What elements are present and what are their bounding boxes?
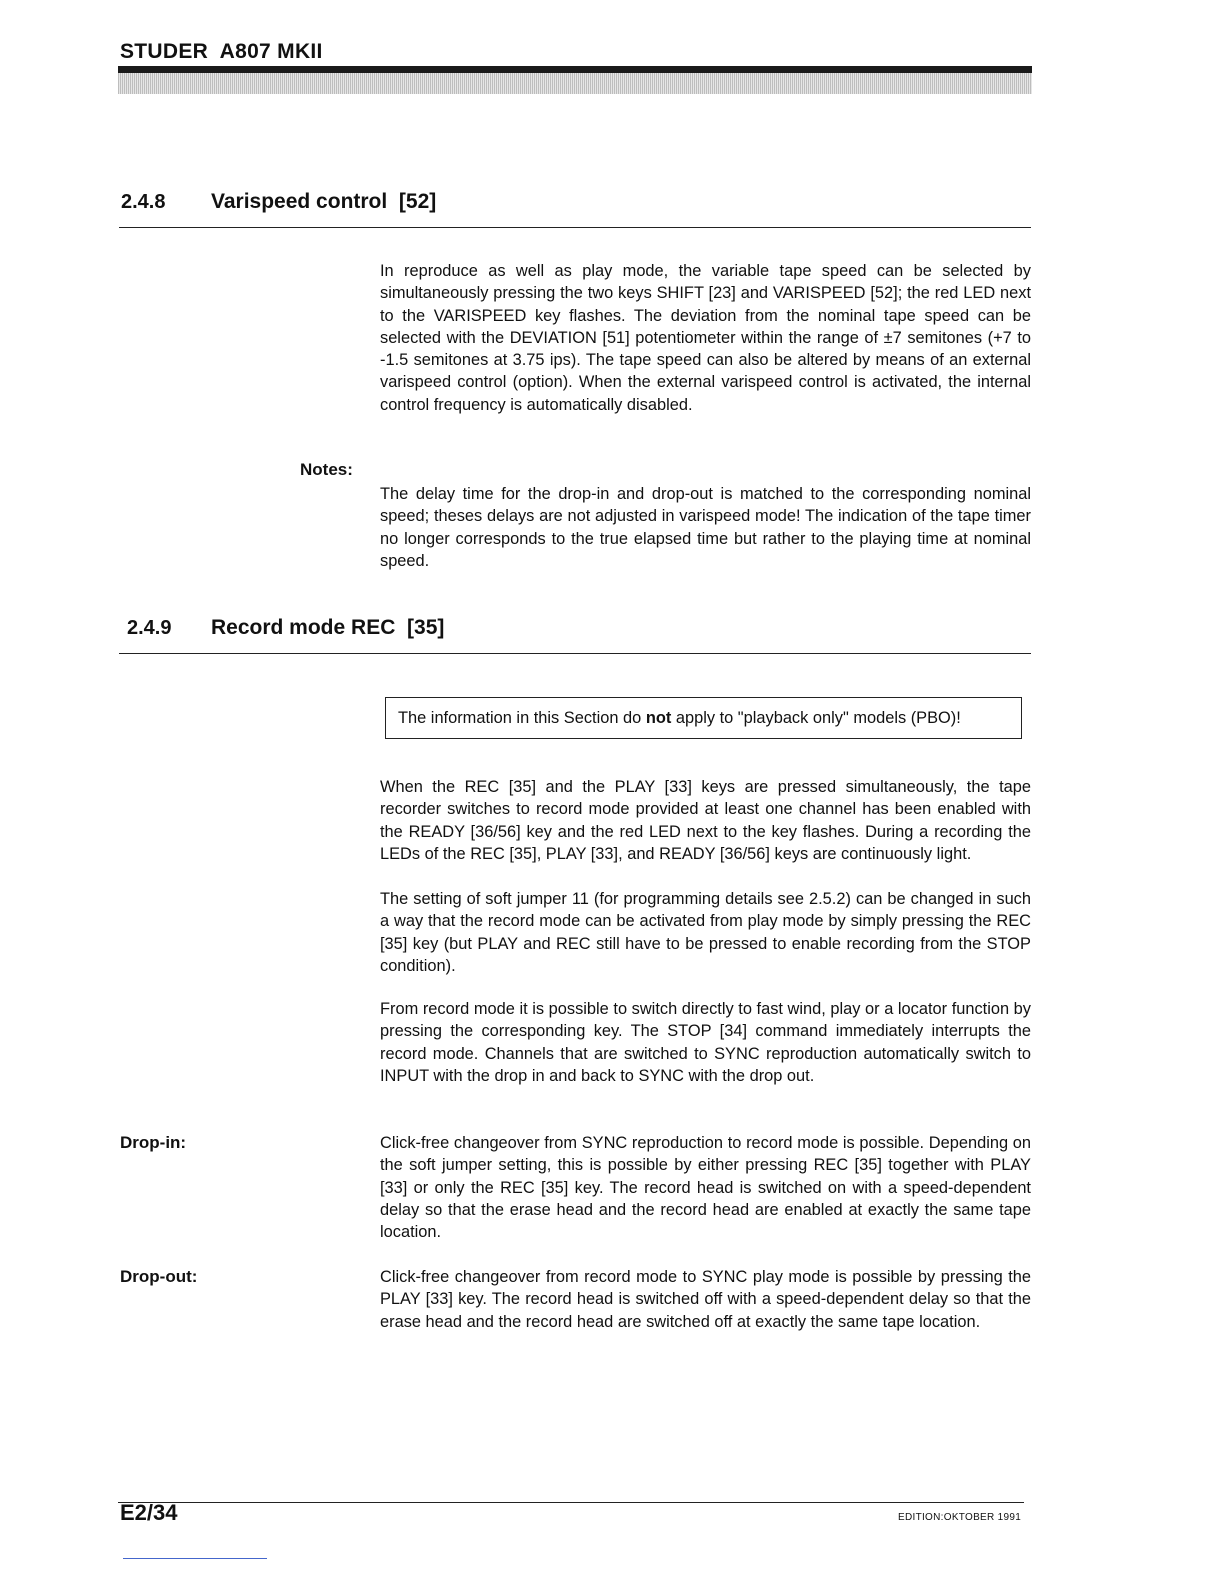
drop-out-paragraph: Click-free changeover from record mode to SYNC play mode is possible by pressing the PLAY [33] key. The record head is switched off with a speed-dependent delay so that the erase head and the record head are switched off at exactly the same tape location. xyxy=(380,1268,1031,1331)
edition-label: EDITION:OKTOBER 1991 xyxy=(898,1512,1022,1523)
section-rule xyxy=(119,653,1031,654)
page-number: E2/34 xyxy=(120,1500,178,1525)
notes-label: Notes: xyxy=(300,460,353,479)
notes-paragraph: The delay time for the drop-in and drop-out is matched to the corresponding nominal speed; theses delays are not adjusted in varispeed mode! The indication of the tape timer no longer corresponds to the true elapsed time but rather to the playing time at nominal speed. xyxy=(380,485,1031,570)
section-title: Record mode REC [35] xyxy=(211,616,445,639)
section-number: 2.4.8 xyxy=(121,191,166,213)
section-rule xyxy=(119,227,1031,228)
footer-rule xyxy=(118,1502,1024,1503)
section-title: Varispeed control [52] xyxy=(211,190,437,213)
drop-in-paragraph: Click-free changeover from SYNC reproduction to record mode is possible. Depending on the soft jumper setting, this is possible by either pressing REC [35] together with PLAY [33] or only the REC [35] key. The record head is switched on with a speed-dependent delay so that the erase head and the record head are enabled at exactly the same tape location. xyxy=(380,1134,1031,1242)
record-switch-paragraph: From record mode it is possible to switch directly to fast wind, play or a locator function by pressing the corresponding key. The STOP [34] command immediately interrupts the record mode. Channels that are switched to SYNC reproduction automatically switch to INPUT with the drop in and back to SYNC with the drop out. xyxy=(380,1000,1031,1085)
scan-artifact-line xyxy=(123,1558,267,1559)
drop-out-label: Drop-out: xyxy=(120,1267,198,1286)
section-number: 2.4.9 xyxy=(127,617,172,639)
drop-in-label: Drop-in: xyxy=(120,1133,187,1152)
notice-text-end: apply to "playback only" models (PBO)! xyxy=(671,709,961,727)
pbo-notice-box xyxy=(385,697,1022,739)
notice-text: The information in this Section do xyxy=(398,709,646,727)
record-mode-paragraph: When the REC [35] and the PLAY [33] keys are pressed simultaneously, the tape recorder switches to record mode provided at least one channel has been enabled with the READY [36/56] key and the red LED next to the key flashes. During a recording the LEDs of the REC [35], PLAY [33], and READY [36/56] keys are continuously light. xyxy=(380,778,1031,863)
notice-emphasis: not xyxy=(645,709,672,727)
header-bar-rule xyxy=(118,66,1032,73)
soft-jumper-paragraph: The setting of soft jumper 11 (for programming details see 2.5.2) can be changed in such a way that the record mode can be activated from play mode by simply pressing the REC [35] key (but PLAY and REC still have to be pressed to enable recording from the STOP condition). xyxy=(380,890,1031,975)
document-title: STUDER A807 MKII xyxy=(120,40,323,63)
varispeed-paragraph: In reproduce as well as play mode, the variable tape speed can be selected by simultaneously pressing the two keys SHIFT [23] and VARISPEED [52]; the red LED next to the VARISPEED key flashes. The deviation from the nominal tape speed can be selected with the DEVIATION [51] potentiometer within the range of ±7 semitones (+7 to -1.5 semitones at 3.75 ips). The tape speed can also be altered by means of an external varispeed control (option). When the external varispeed control is activated, the internal control frequency is automatically disabled. xyxy=(380,262,1031,414)
